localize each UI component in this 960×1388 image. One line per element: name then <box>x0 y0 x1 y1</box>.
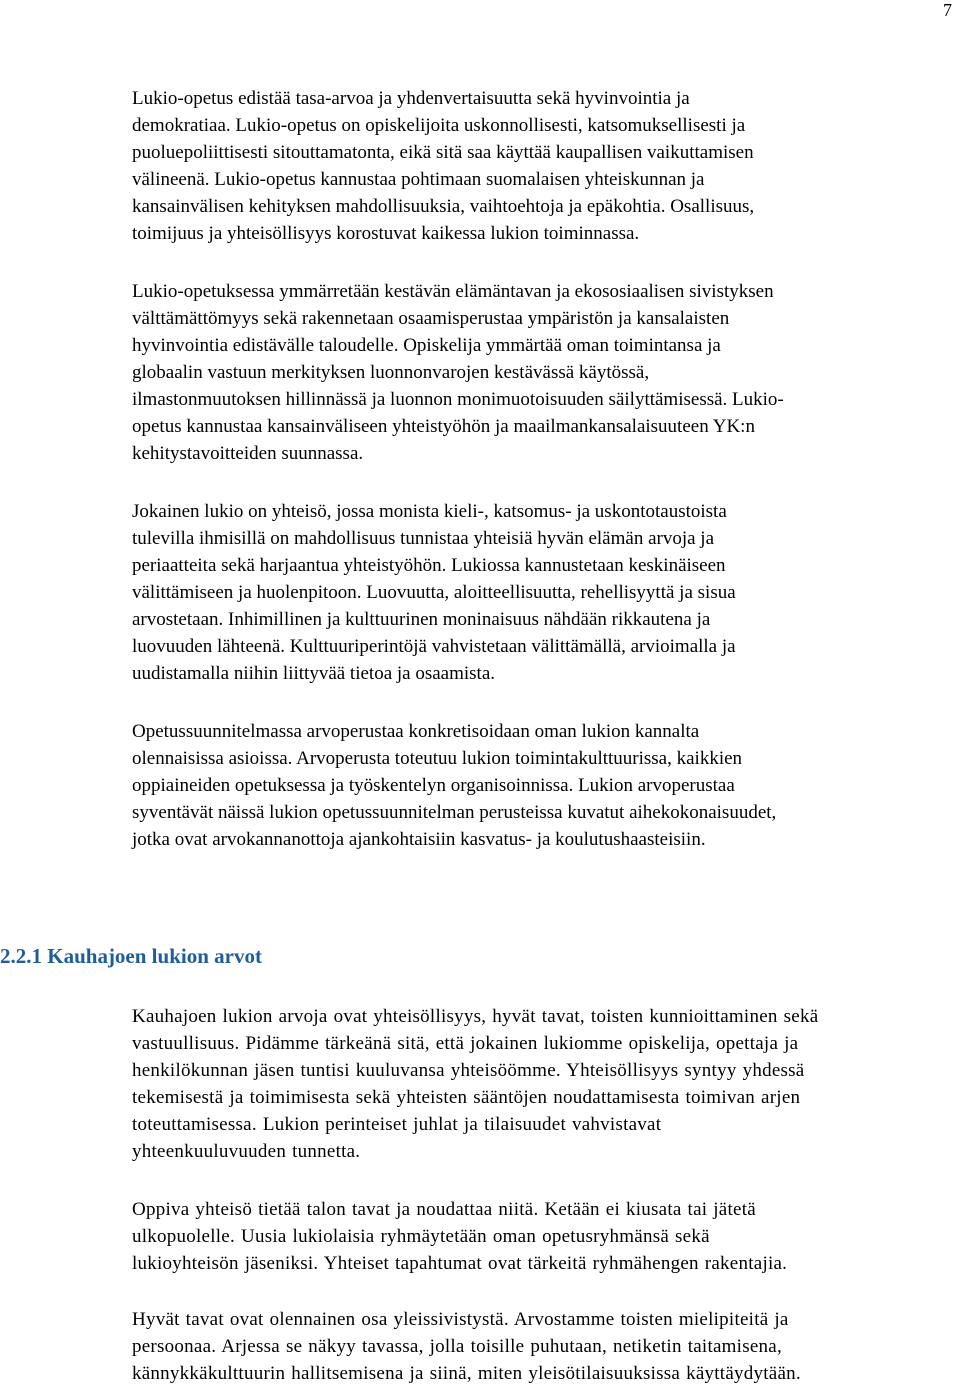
paragraph-curriculum <box>132 718 948 853</box>
paragraph-line: olennaisissa asioissa. Arvoperusta toteutuu lukion toimintakulttuurissa, kaikkien <box>132 748 743 769</box>
page-number: 7 <box>943 0 952 20</box>
paragraph-line: hyvinvointia edistävälle taloudelle. Opiskelija ymmärtää oman toimintansa ja <box>132 335 721 356</box>
paragraph-line: uudistamalla niihin liittyvää tietoa ja osaamista. <box>132 663 496 684</box>
paragraph-line: välineenä. Lukio-opetus kannustaa pohtimaan suomalaisen yhteiskunnan ja <box>132 169 705 190</box>
paragraph-line: Lukio-opetus edistää tasa-arvoa ja yhdenvertaisuutta sekä hyvinvointia ja <box>132 88 690 109</box>
paragraph-line: välttämättömyys sekä rakennetaan osaamisperustaa ympäristön ja kansalaisten <box>132 308 730 329</box>
paragraph-line: globaalin vastuun merkityksen luonnonvarojen kestävässä käytössä, <box>132 362 650 383</box>
paragraph-line: opetus kannustaa kansainväliseen yhteistyöhön ja maailmankansalaisuuteen YK:n <box>132 416 755 437</box>
paragraph-line: välittämiseen ja huolenpitoon. Luovuutta, aloitteellisuutta, rehellisyyttä ja sisua <box>132 582 736 603</box>
paragraph-line: ilmastonmuutoksen hillinnässä ja luonnon monimuotoisuuden säilyttämisessä. Lukio- <box>132 389 784 410</box>
paragraph-line: Lukio-opetuksessa ymmärretään kestävän elämäntavan ja ekososiaalisen sivistyksen <box>132 281 774 302</box>
paragraph-line: henkilökunnan jäsen tuntisi kuuluvansa yhteisöömme. Yhteisöllisyys syntyy yhdessä <box>132 1060 805 1081</box>
paragraph-line: Kauhajoen lukion arvoja ovat yhteisöllisyys, hyvät tavat, toisten kunnioittaminen sekä <box>132 1006 819 1027</box>
paragraph-line: luovuuden lähteenä. Kulttuuriperintöjä vahvistetaan välittämällä, arvioimalla ja <box>132 636 736 657</box>
paragraph-line: arvostetaan. Inhimillinen ja kulttuurinen moninaisuus nähdään rikkautena ja <box>132 609 711 630</box>
paragraph-sustainability <box>132 278 948 467</box>
paragraph-line: Opetussuunnitelmassa arvoperustaa konkretisoidaan oman lukion kannalta <box>132 721 700 742</box>
paragraph-line: vastuullisuus. Pidämme tärkeänä sitä, että jokainen lukiomme opiskelija, opettaja ja <box>132 1033 799 1054</box>
paragraph-line: ulkopuolelle. Uusia lukiolaisia ryhmäytetään oman opetusryhmänsä sekä <box>132 1226 710 1247</box>
paragraph-line: tekemisestä ja toimimisesta sekä yhteisten sääntöjen noudattamisesta toimivan arjen <box>132 1087 801 1108</box>
section-heading: 2.2.1 Kauhajoen lukion arvot <box>0 944 262 968</box>
paragraph-community <box>132 498 948 687</box>
paragraph-line: kännykkäkulttuurin hallitsemisena ja siinä, miten yleisötilaisuuksissa käyttäydytään. <box>132 1363 801 1384</box>
paragraph-learning-community <box>132 1196 948 1277</box>
paragraph-line: lukioyhteisön jäseniksi. Yhteiset tapahtumat ovat tärkeitä ryhmähengen rakentajia. <box>132 1253 788 1274</box>
paragraph-line: toteuttamisessa. Lukion perinteiset juhlat ja tilaisuudet vahvistavat <box>132 1114 662 1135</box>
paragraph-line: kehitystavoitteiden suunnassa. <box>132 443 364 464</box>
paragraph-line: demokratiaa. Lukio-opetus on opiskelijoita uskonnollisesti, katsomuksellisesti ja <box>132 115 746 136</box>
paragraph-equality <box>132 85 948 247</box>
paragraph-line: persoonaa. Arjessa se näkyy tavassa, jolla toisille puhutaan, netiketin taitamisena, <box>132 1336 782 1357</box>
paragraph-line: Oppiva yhteisö tietää talon tavat ja noudattaa niitä. Ketään ei kiusata tai jätetä <box>132 1199 756 1220</box>
paragraph-line: tulevilla ihmisillä on mahdollisuus tunnistaa yhteisiä hyvän elämän arvoja ja <box>132 528 715 549</box>
paragraph-line: yhteenkuuluvuuden tunnetta. <box>132 1141 361 1162</box>
paragraph-line: Jokainen lukio on yhteisö, jossa monista kieli-, katsomus- ja uskontotaustoista <box>132 501 727 522</box>
paragraph-line: oppiaineiden opetuksessa ja työskentelyn organisoinnissa. Lukion arvoperustaa <box>132 775 735 796</box>
paragraph-good-manners <box>132 1306 948 1387</box>
paragraph-line: Hyvät tavat ovat olennainen osa yleissivistystä. Arvostamme toisten mielipiteitä ja <box>132 1309 789 1330</box>
paragraph-line: syventävät näissä lukion opetussuunnitelman perusteissa kuvatut aihekokonaisuudet, <box>132 802 777 823</box>
paragraph-line: puoluepoliittisesti sitouttamatonta, eikä sitä saa käyttää kaupallisen vaikuttamisen <box>132 142 754 163</box>
paragraph-line: jotka ovat arvokannanottoja ajankohtaisiin kasvatus- ja koulutushaasteisiin. <box>132 829 706 850</box>
paragraph-line: periaatteita sekä harjaantua yhteistyöhön. Lukiossa kannustetaan keskinäiseen <box>132 555 726 576</box>
paragraph-line: toimijuus ja yhteisöllisyys korostuvat kaikessa lukion toiminnassa. <box>132 223 640 244</box>
paragraph-line: kansainvälisen kehityksen mahdollisuuksia, vaihtoehtoja ja epäkohtia. Osallisuus, <box>132 196 755 217</box>
paragraph-school-values <box>132 1003 948 1165</box>
